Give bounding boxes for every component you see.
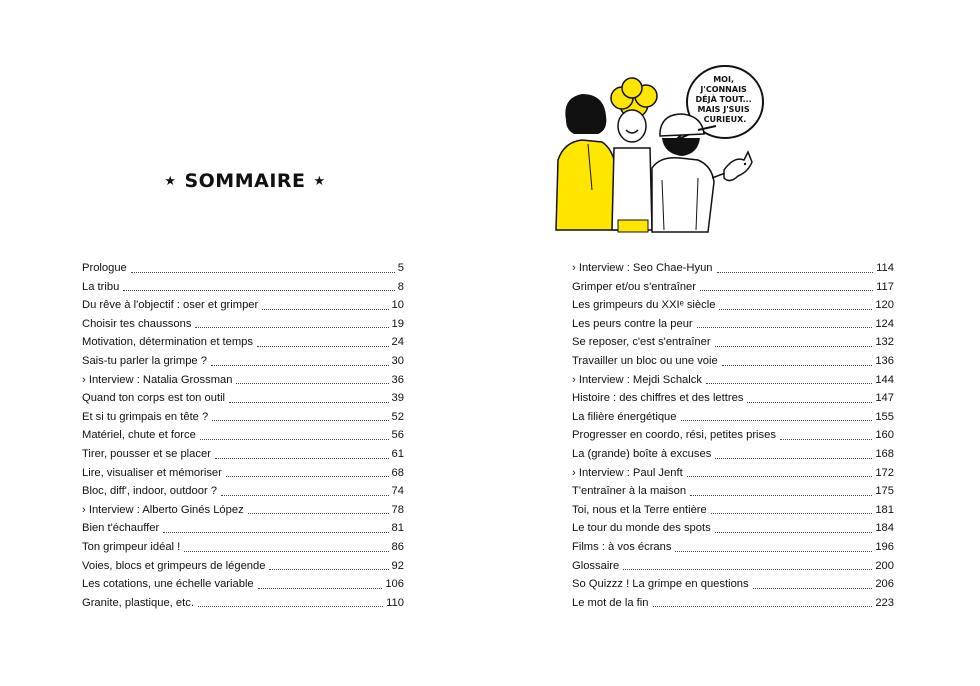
- toc-entry-page: 155: [875, 410, 894, 423]
- dot-leader: [248, 513, 389, 514]
- toc-entry-title: Granite, plastique, etc.: [82, 596, 194, 609]
- toc-entry-title: › Interview : Seo Chae-Hyun: [572, 262, 713, 274]
- toc-entry-page: 74: [391, 485, 404, 498]
- toc-entry[interactable]: [82, 538, 404, 557]
- toc-entry-title: Les grimpeurs du XXIᵉ siècle: [572, 299, 716, 312]
- page-title: [150, 170, 340, 192]
- toc-entry[interactable]: [82, 557, 404, 576]
- toc-entry[interactable]: [82, 464, 404, 483]
- toc-entry-title: Et si tu grimpais en tête ?: [82, 410, 209, 423]
- toc-entry-page: 24: [391, 336, 404, 349]
- toc-entry[interactable]: [572, 519, 894, 538]
- dot-leader: [675, 551, 872, 552]
- toc-entry-title: Travailler un bloc ou une voie: [572, 354, 718, 367]
- toc-entry-page: 19: [391, 317, 404, 330]
- toc-entry-page: 61: [391, 447, 404, 460]
- dot-leader: [753, 588, 873, 589]
- kid-dark-hair: [556, 94, 618, 230]
- toc-entry[interactable]: [82, 333, 404, 352]
- speech-line: J'CONNAIS: [700, 85, 747, 94]
- toc-entry[interactable]: [572, 482, 894, 501]
- toc-entry-title: Tirer, pousser et se placer: [82, 447, 211, 460]
- toc-entry-title: Matériel, chute et force: [82, 429, 196, 442]
- toc-entry-title: Ton grimpeur idéal !: [82, 540, 181, 553]
- toc-entry-page: 144: [875, 373, 894, 386]
- toc-entry-title: Le mot de la fin: [572, 596, 649, 609]
- toc-entry-page: 147: [875, 392, 894, 405]
- toc-entry[interactable]: [82, 445, 404, 464]
- toc-entry[interactable]: [82, 594, 404, 613]
- toc-entry[interactable]: [572, 278, 894, 297]
- dot-leader: [747, 402, 872, 403]
- toc-entry[interactable]: [82, 575, 404, 594]
- toc-entry-title: Bien t'échauffer: [82, 522, 160, 535]
- toc-entry[interactable]: [82, 501, 404, 520]
- toc-entry-title: Grimper et/ou s'entraîner: [572, 280, 697, 293]
- toc-entry-title: Choisir tes chaussons: [82, 317, 192, 330]
- toc-entry-page: 92: [391, 559, 404, 572]
- toc-entry-page: 136: [875, 354, 894, 367]
- page-title-text: SOMMAIRE: [184, 170, 306, 192]
- toc-entry-page: 117: [876, 280, 894, 293]
- toc-entry-page: 8: [397, 280, 404, 293]
- toc-entry-page: 120: [875, 299, 894, 312]
- dot-leader: [717, 272, 874, 273]
- toc-entry-title: Glossaire: [572, 559, 620, 572]
- dot-leader: [780, 439, 872, 440]
- toc-entry-title: › Interview : Paul Jenft: [572, 466, 683, 479]
- dot-leader: [123, 290, 394, 291]
- toc-left-column: [82, 259, 404, 612]
- toc-entry[interactable]: [82, 408, 404, 427]
- toc-entry-title: Le tour du monde des spots: [572, 522, 711, 535]
- toc-entry[interactable]: [572, 557, 894, 576]
- toc-entry-page: 132: [875, 336, 894, 349]
- toc-entry-page: 52: [391, 410, 404, 423]
- speech-line: CURIEUX.: [703, 115, 747, 124]
- toc-entry[interactable]: [572, 315, 894, 334]
- dot-leader: [229, 402, 389, 403]
- dot-leader: [257, 346, 389, 347]
- toc-entry[interactable]: [572, 426, 894, 445]
- toc-entry-title: Les cotations, une échelle variable: [82, 578, 254, 591]
- dot-leader: [198, 606, 383, 607]
- toc-entry-page: 68: [391, 466, 404, 479]
- toc-entry-title: La tribu: [82, 280, 120, 293]
- kid-curly-hair: [611, 78, 657, 232]
- dot-leader: [258, 588, 383, 589]
- toc-entry[interactable]: [82, 389, 404, 408]
- toc-entry[interactable]: [572, 538, 894, 557]
- toc-entry-page: 39: [391, 392, 404, 405]
- toc-entry-title: Du rêve à l'objectif : oser et grimper: [82, 299, 259, 312]
- toc-entry[interactable]: [572, 501, 894, 520]
- toc-entry-title: Films : à vos écrans: [572, 540, 672, 553]
- dot-leader: [715, 346, 873, 347]
- toc-entry[interactable]: [572, 464, 894, 483]
- toc-entry-title: Voies, blocs et grimpeurs de légende: [82, 559, 266, 572]
- toc-entry-title: So Quizzz ! La grimpe en questions: [572, 578, 749, 591]
- toc-entry-page: 86: [391, 540, 404, 553]
- dot-leader: [200, 439, 389, 440]
- toc-entry-page: 30: [391, 354, 404, 367]
- toc-entry-title: › Interview : Mejdi Schalck: [572, 373, 702, 386]
- dot-leader: [226, 476, 389, 477]
- toc-entry[interactable]: [572, 296, 894, 315]
- dot-leader: [681, 420, 873, 421]
- dot-leader: [715, 532, 873, 533]
- dot-leader: [163, 532, 388, 533]
- dot-leader: [706, 383, 872, 384]
- dot-leader: [262, 309, 388, 310]
- toc-entry-title: Histoire : des chiffres et des lettres: [572, 392, 744, 405]
- toc-entry-title: Progresser en coordo, rési, petites prises: [572, 429, 776, 442]
- toc-entry-title: Motivation, détermination et temps: [82, 336, 254, 349]
- toc-entry[interactable]: [82, 426, 404, 445]
- toc-entry[interactable]: [572, 408, 894, 427]
- toc-entry-page: 110: [386, 596, 404, 609]
- toc-entry-title: › Interview : Natalia Grossman: [82, 373, 233, 386]
- toc-entry-page: 5: [397, 262, 404, 274]
- dot-leader: [653, 606, 873, 607]
- toc-entry-title: › Interview : Alberto Ginés López: [82, 503, 244, 516]
- dot-leader: [195, 327, 388, 328]
- toc-entry[interactable]: [82, 259, 404, 278]
- dot-leader: [131, 272, 395, 273]
- toc-entry-page: 81: [391, 522, 404, 535]
- speech-line: DÉJÀ TOUT...: [695, 95, 752, 104]
- toc-entry[interactable]: [82, 482, 404, 501]
- speech-line: MAIS J'SUIS: [697, 105, 750, 114]
- dot-leader: [722, 365, 873, 366]
- dot-leader: [212, 420, 388, 421]
- dot-leader: [690, 495, 872, 496]
- toc-entry-page: 181: [875, 503, 894, 516]
- toc-entry[interactable]: [82, 296, 404, 315]
- toc-entry-title: Lire, visualiser et mémoriser: [82, 466, 222, 479]
- toc-entry[interactable]: [82, 371, 404, 390]
- toc-entry-title: Bloc, diff', indoor, outdoor ?: [82, 485, 218, 498]
- toc-entry-page: 184: [875, 522, 894, 535]
- toc-entry-page: 168: [875, 447, 894, 460]
- toc-entry[interactable]: [572, 445, 894, 464]
- toc-entry-title: T'entraîner à la maison: [572, 485, 687, 498]
- dot-leader: [700, 290, 873, 291]
- dot-leader: [211, 365, 389, 366]
- dot-leader: [236, 383, 388, 384]
- toc-entry-title: Quand ton corps est ton outil: [82, 392, 226, 405]
- star-icon: ★: [164, 173, 177, 189]
- toc-entry[interactable]: [572, 575, 894, 594]
- toc-entry[interactable]: [82, 315, 404, 334]
- toc-entry[interactable]: [572, 389, 894, 408]
- dot-leader: [215, 458, 389, 459]
- toc-entry-title: Prologue: [82, 262, 127, 274]
- dot-leader: [221, 495, 389, 496]
- climbers-illustration: [548, 60, 778, 240]
- toc-right-column: [572, 259, 894, 612]
- dot-leader: [697, 327, 873, 328]
- toc-entry-title: Se reposer, c'est s'entraîner: [572, 336, 711, 349]
- toc-entry[interactable]: [572, 259, 894, 278]
- dot-leader: [269, 569, 388, 570]
- toc-entry-title: Les peurs contre la peur: [572, 317, 693, 330]
- toc-entry-page: 172: [875, 466, 894, 479]
- small-dog: [724, 152, 752, 181]
- dot-leader: [184, 551, 388, 552]
- toc-entry-page: 175: [875, 485, 894, 498]
- toc-entry-title: La (grande) boîte à excuses: [572, 447, 712, 460]
- dot-leader: [715, 458, 872, 459]
- toc-entry[interactable]: [572, 352, 894, 371]
- toc-entry[interactable]: [82, 519, 404, 538]
- toc-entry-page: 36: [391, 373, 404, 386]
- toc-entry-page: 106: [385, 578, 404, 591]
- toc-entry-page: 223: [875, 596, 894, 609]
- toc-entry-page: 10: [391, 299, 404, 312]
- star-icon: ★: [313, 173, 326, 189]
- toc-entry-page: 206: [875, 578, 894, 591]
- toc-entry-page: 124: [875, 317, 894, 330]
- toc-entry-page: 114: [876, 262, 894, 274]
- toc-entry[interactable]: [82, 352, 404, 371]
- toc-entry-page: 196: [875, 540, 894, 553]
- toc-entry-title: Toi, nous et la Terre entière: [572, 503, 707, 516]
- dot-leader: [623, 569, 872, 570]
- toc-entry[interactable]: [572, 333, 894, 352]
- toc-entry-page: 56: [391, 429, 404, 442]
- toc-entry-page: 78: [391, 503, 404, 516]
- dot-leader: [719, 309, 872, 310]
- toc-entry[interactable]: [82, 278, 404, 297]
- toc-entry[interactable]: [572, 371, 894, 390]
- toc-entry-title: Sais-tu parler la grimpe ?: [82, 354, 207, 367]
- toc-entry[interactable]: [572, 594, 894, 613]
- toc-entry-title: La filière énergétique: [572, 410, 677, 423]
- toc-entry-page: 200: [875, 559, 894, 572]
- dot-leader: [687, 476, 873, 477]
- speech-line: MOI,: [713, 75, 734, 84]
- dot-leader: [711, 513, 873, 514]
- toc-entry-page: 160: [875, 429, 894, 442]
